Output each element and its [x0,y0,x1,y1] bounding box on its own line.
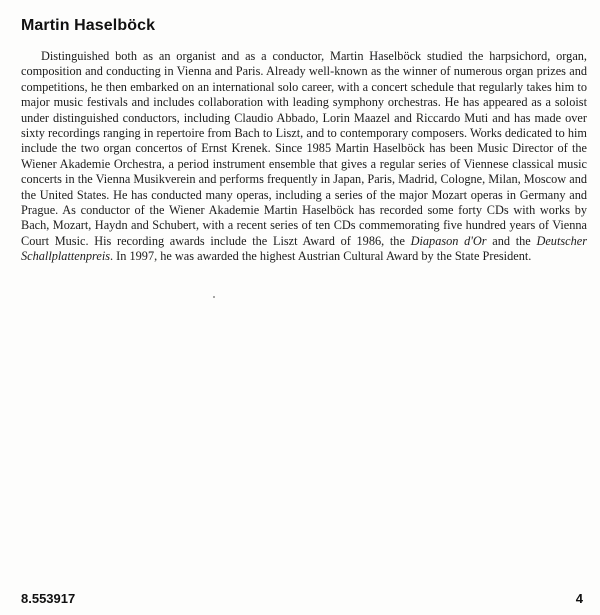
page-number: 4 [575,591,583,606]
award-diapason-dor: Diapason d'Or [410,233,487,248]
catalogue-number: 8.553917 [21,591,76,606]
biography-text-part3: . In 1997, he was awarded the highest Austrian Cultural Award by the State President. [110,249,532,264]
biography-text-part1: Distinguished both as an organist and as a conductor, Martin Haselböck studied the harpsichord, organ, composition and conducting in Vienna and Paris. Already well-known as the winner of numerous organ prizes and competitions, he then embarked on an international solo career, with a concert schedule that regularly takes him to major music festivals and includes collaboration with leading symphony orchestras. He has appeared as a soloist under distinguished conductors, including Claudio Abbado, Lorin Maazel and Riccardo Muti and has made over sixty recordings ranging in repertoire from Bach to Liszt, and to contemporary composers. Works dedicated to him include the two organ concertos of Ernst Krenek. Since 1985 Martin Haselböck has been Music Director of the Wiener Akademie Orchestra, a period instrument ensemble that gives a regular series of Viennese classical music concerts in the Vienna Musikverein and performs frequently in Japan, Paris, Madrid, Cologne, Milan, Moscow and the United States. He has conducted many operas, including a series of the major Mozart operas in Germany and Prague. As conductor of the Wiener Akademie Martin Haselböck has recorded some forty CDs with works by Bach, Mozart, Haydn and Schubert, with a recent series of ten CDs commemorating five hundred years of Vienna Court Music. His recording awards include the Liszt Award of 1986, the [21,49,587,248]
award-deutscher-schallplattenpreis: Deutscher Schallplattenpreis [21,233,587,264]
print-speck [213,296,215,298]
biography-text-part2: and the [486,233,537,248]
biography-paragraph [21,49,587,265]
page-title: Martin Haselböck [21,17,156,34]
